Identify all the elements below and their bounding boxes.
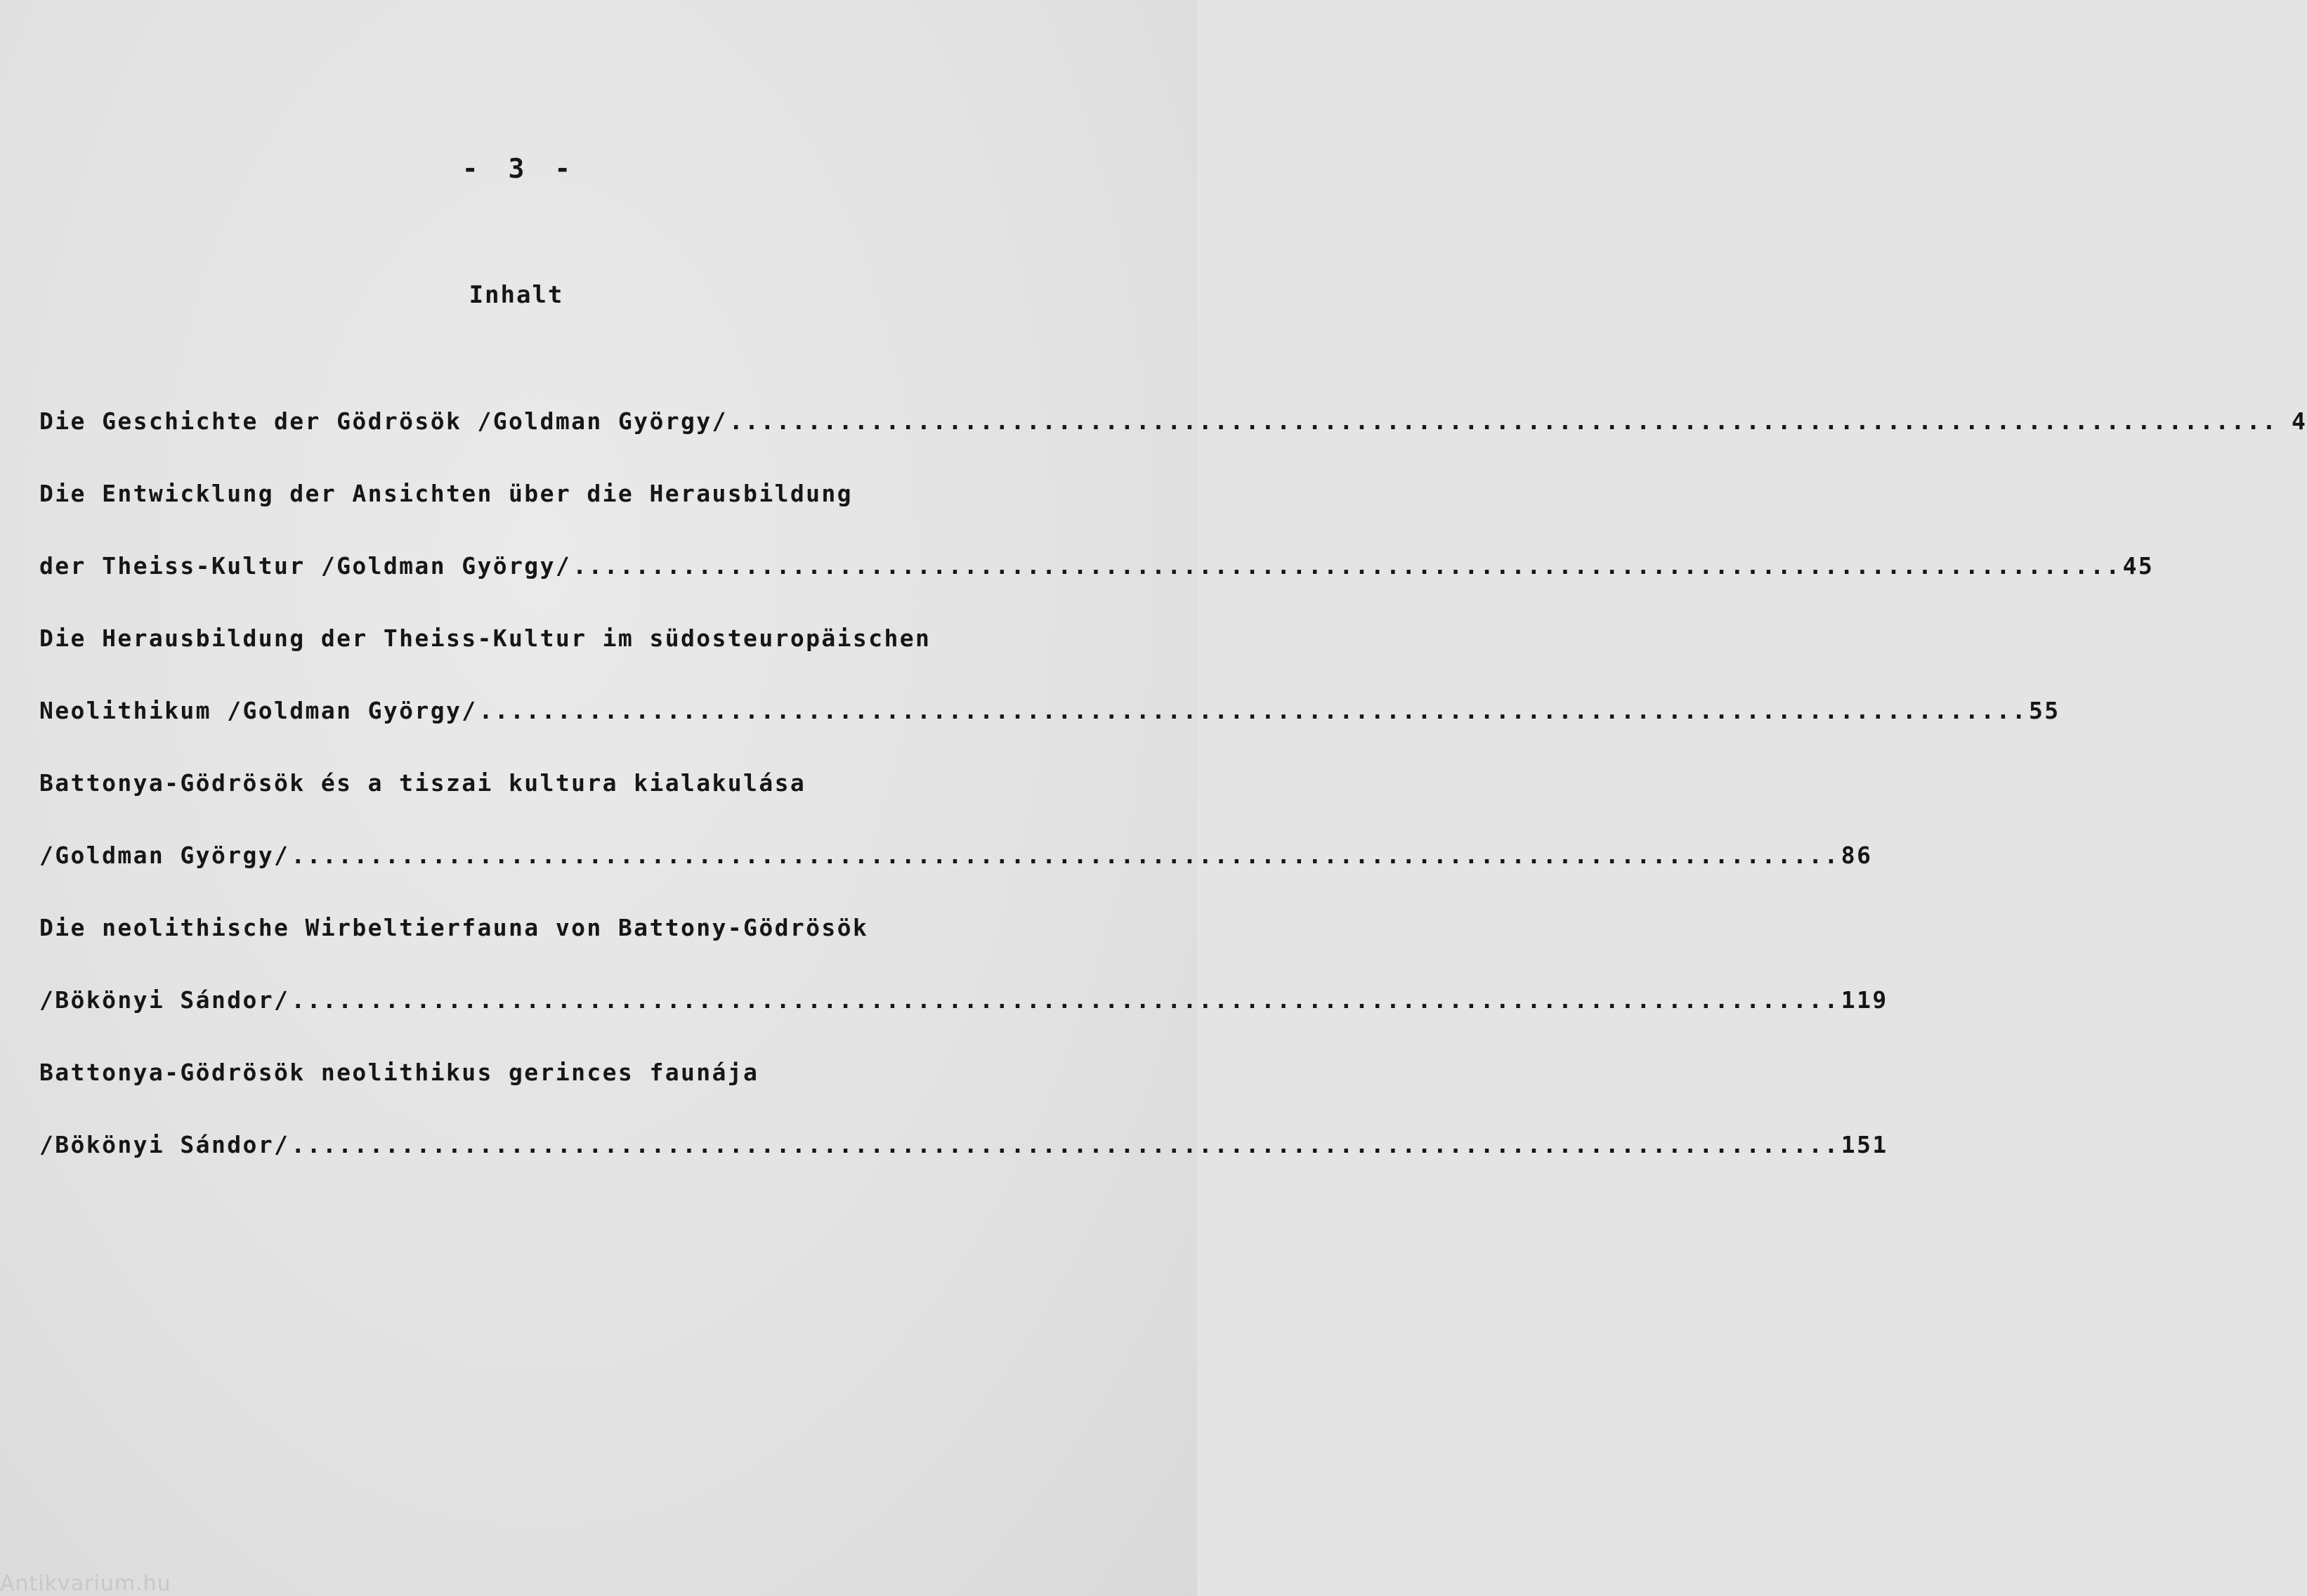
toc-entry-title: Battonya-Gödrösök és a tiszai kultura kialakulása xyxy=(39,769,806,797)
toc-entry-first-line xyxy=(39,1059,1163,1131)
watermark: Antikvarium.hu xyxy=(0,1571,171,1596)
toc-entry-page: 86 xyxy=(1841,842,1873,869)
leader-dots: ................................................................................................... xyxy=(291,986,1840,1014)
toc-entry-first-line xyxy=(39,624,1163,697)
toc-entry-page: 119 xyxy=(1841,986,1888,1014)
toc-entry xyxy=(39,842,1873,914)
toc-entry xyxy=(39,1131,1888,1203)
toc-entry-title-continued: /Bökönyi Sándor/ xyxy=(39,1131,290,1158)
table-of-contents xyxy=(39,407,2307,1203)
toc-entry-title: Battonya-Gödrösök neolithikus gerinces faunája xyxy=(39,1059,759,1086)
toc-entry-title: Die Herausbildung der Theiss-Kultur im südosteuropäischen xyxy=(39,624,932,652)
toc-entry-page: 4 xyxy=(2292,407,2307,435)
toc-entry xyxy=(39,552,2155,624)
leader-dots: ................................................................................................... xyxy=(573,552,2122,580)
toc-entry xyxy=(39,986,1888,1059)
toc-entry-title-continued: /Goldman György/ xyxy=(39,842,290,869)
toc-entry-first-line xyxy=(39,769,1163,842)
toc-entry-first-line xyxy=(39,480,1163,552)
toc-entry xyxy=(39,697,2060,769)
toc-entry-first-line xyxy=(39,914,1163,986)
toc-entry-title: Die Geschichte der Gödrösök /Goldman György/ xyxy=(39,407,728,435)
leader-dots: ................................................................................................... xyxy=(728,407,2278,435)
page-number: - 3 - xyxy=(462,153,578,184)
leader-dots: ................................................................................................... xyxy=(291,842,1840,869)
toc-entry-title-continued: der Theiss-Kultur /Goldman György/ xyxy=(39,552,572,580)
toc-entry-title: Die neolithische Wirbeltierfauna von Battony-Gödrösök xyxy=(39,914,869,941)
toc-entry-title-continued: /Bökönyi Sándor/ xyxy=(39,986,290,1014)
leader-dots: ................................................................................................... xyxy=(478,697,2027,724)
toc-entry-title-continued: Neolithikum /Goldman György/ xyxy=(39,697,478,724)
toc-entry xyxy=(39,407,2307,480)
toc-heading: Inhalt xyxy=(469,281,564,309)
toc-entry-page: 151 xyxy=(1841,1131,1888,1158)
leader-dots: ................................................................................................... xyxy=(291,1131,1840,1158)
toc-entry-title: Die Entwicklung der Ansichten über die Herausbildung xyxy=(39,480,853,507)
toc-entry-page: 45 xyxy=(2122,552,2155,580)
toc-entry-page: 55 xyxy=(2029,697,2060,724)
